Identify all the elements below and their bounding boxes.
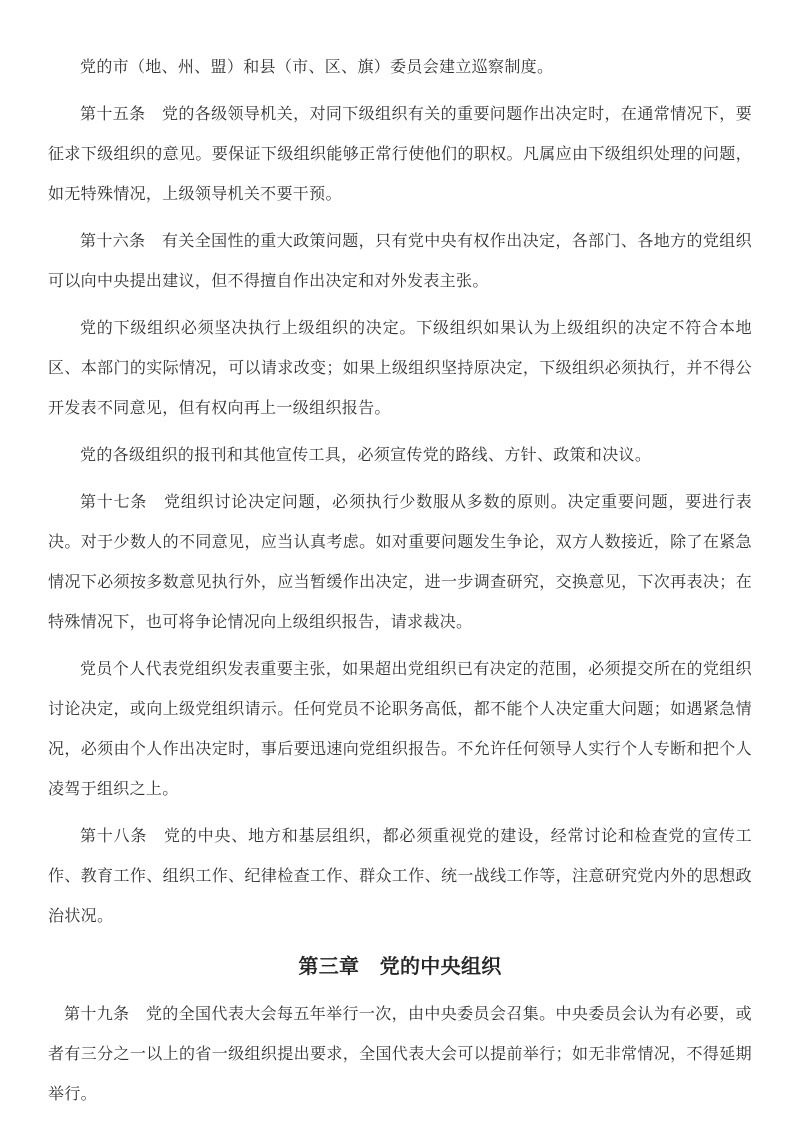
chapter-heading: 第三章 党的中央组织 [298, 956, 502, 978]
body-paragraph: 党的各级组织的报刊和其他宣传工具，必须宣传党的路线、方针、政策和决议。 [80, 447, 652, 464]
article-19-paragraph: 第十九条 党的全国代表大会每五年举行一次，由中央委员会召集。中央委员会认为有必要，或者有三分之一以上的省一级组织提出要求，全国代表大会可以提前举行；如无非常情况，不得延期举行。 [48, 1006, 752, 1103]
article-15-paragraph: 第十五条 党的各级领导机关，对同下级组织有关的重要问题作出决定时，在通常情况下，要征求下级组织的意见。要保证下级组织能够正常行使他们的职权。凡属应由下级组织处理的问题，如无特殊情况，上级领导机关不要干预。 [48, 106, 752, 203]
body-paragraph: 党的下级组织必须坚决执行上级组织的决定。下级组织如果认为上级组织的决定不符合本地区、本部门的实际情况，可以请求改变；如果上级组织坚持原决定，下级组织必须执行，并不得公开发表不同意见，但有权向再上一级组织报告。 [48, 320, 752, 417]
article-16-paragraph: 第十六条 有关全国性的重大政策问题，只有党中央有权作出决定，各部门、各地方的党组织可以向中央提出建议，但不得擅自作出决定和对外发表主张。 [48, 233, 752, 290]
article-18-paragraph: 第十八条 党的中央、地方和基层组织，都必须重视党的建设，经常讨论和检查党的宣传工作、教育工作、组织工作、纪律检查工作、群众工作、统一战线工作等，注意研究党内外的思想政治状况。 [48, 828, 752, 925]
body-paragraph: 党的市（地、州、盟）和县（市、区、旗）委员会建立巡察制度。 [80, 59, 554, 76]
article-17-paragraph: 第十七条 党组织讨论决定问题，必须执行少数服从多数的原则。决定重要问题，要进行表决。对于少数人的不同意见，应当认真考虑。如对重要问题发生争论，双方人数接近，除了在紧急情况下必须按多数意见执行外，应当暂缓作出决定，进一步调查研究，交换意见，下次再表决；在特殊情况下，也可将争论情况向上级组织报告，请求裁决。 [48, 494, 752, 631]
body-paragraph: 党员个人代表党组织发表重要主张，如果超出党组织已有决定的范围，必须提交所在的党组织讨论决定，或向上级党组织请示。任何党员不论职务高低，都不能个人决定重大问题；如遇紧急情况，必须由个人作出决定时，事后要迅速向党组织报告。不允许任何领导人实行个人专断和把个人凌驾于组织之上。 [48, 661, 752, 798]
